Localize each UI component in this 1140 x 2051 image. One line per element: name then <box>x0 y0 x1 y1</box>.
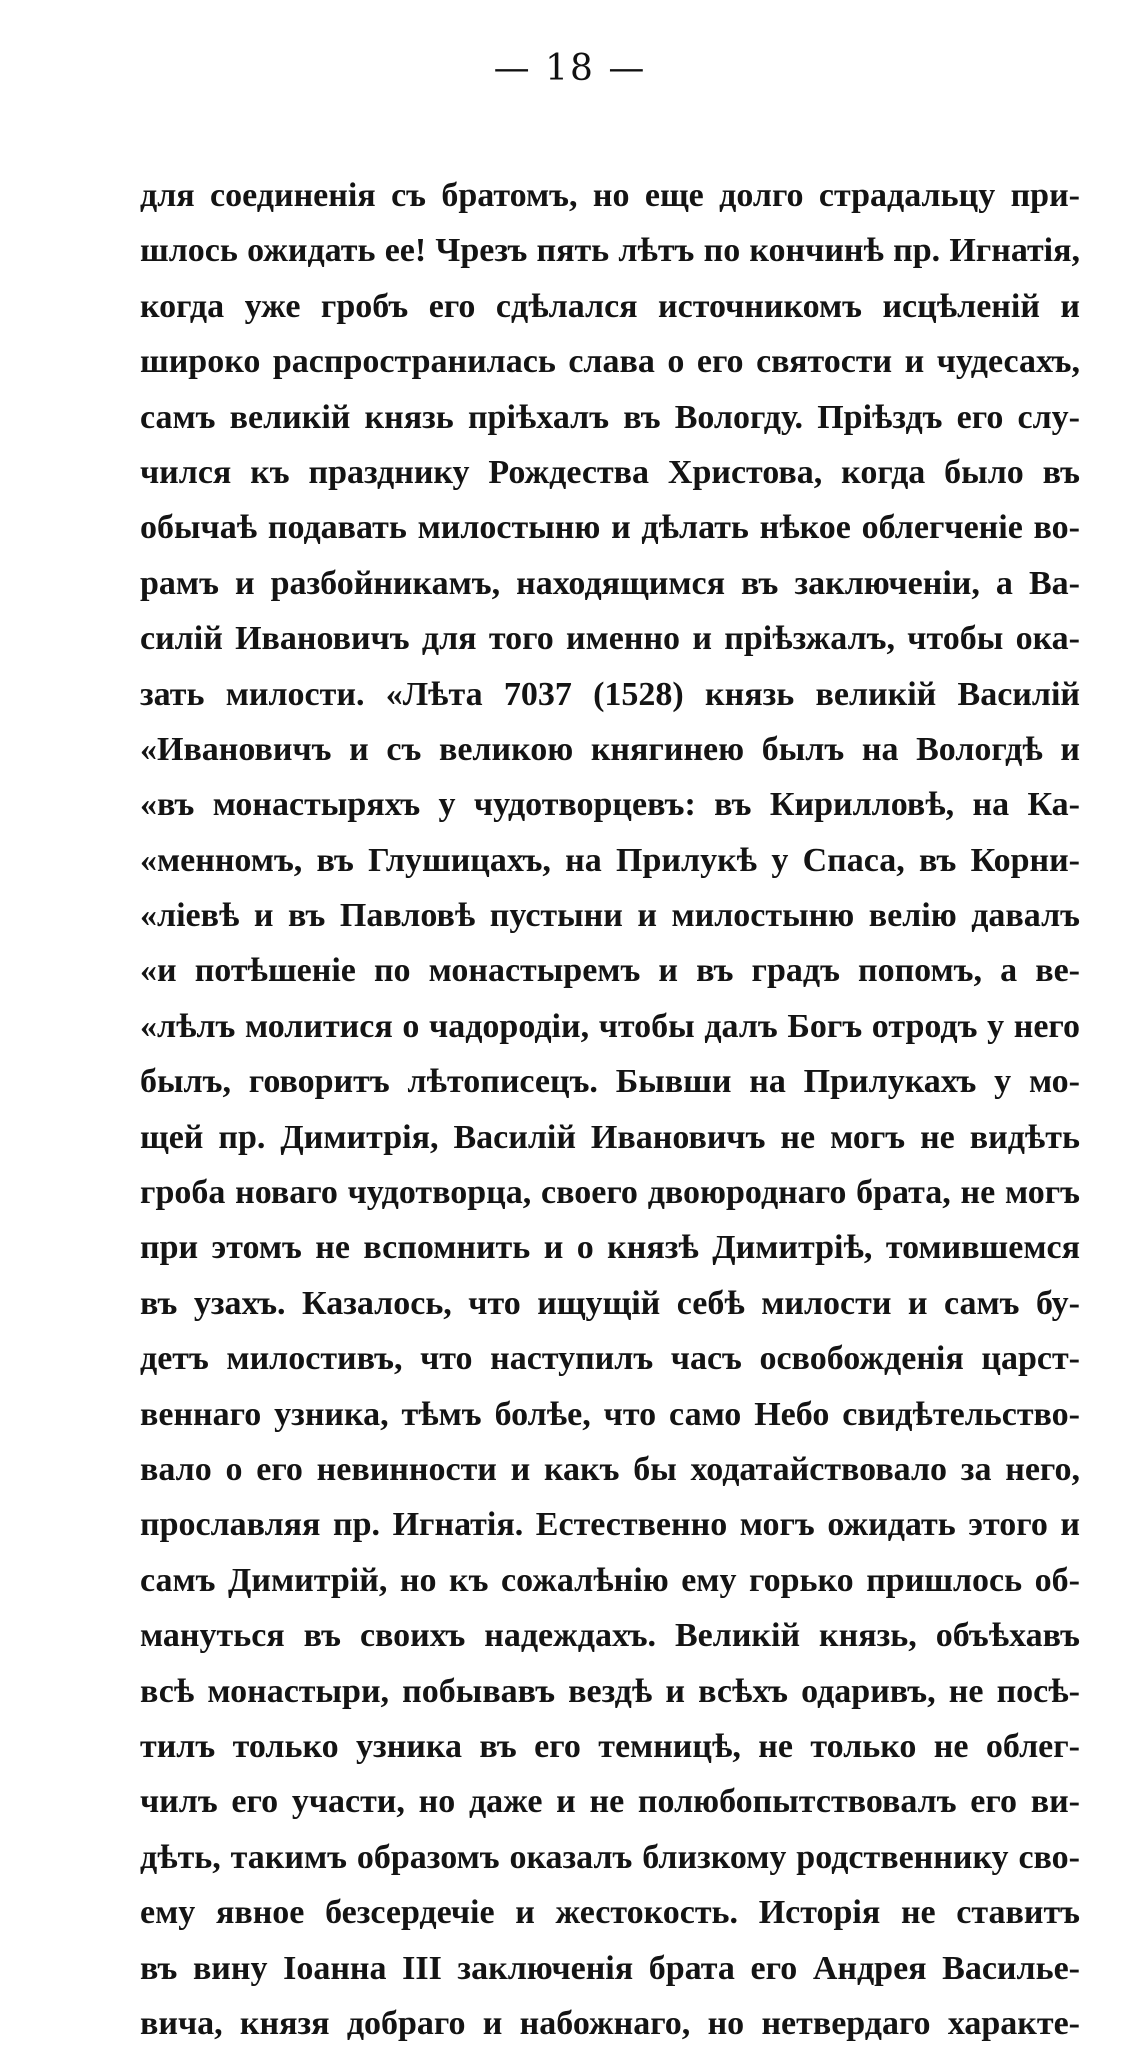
text-line: тилъ только узника въ его темницѣ, не только не облег- <box>140 1727 1080 1765</box>
text-line: былъ, говоритъ лѣтописецъ. Бывши на Прилукахъ у мо- <box>140 1063 1080 1101</box>
text-line: когда уже гробъ его сдѣлался источникомъ исцѣленій и <box>140 287 1080 325</box>
text-line: веннаго узника, тѣмъ болѣе, что само Небо свидѣтельство- <box>140 1395 1080 1433</box>
text-line: обычаѣ подавать милостыню и дѣлать нѣкое облегченіе во- <box>140 509 1080 547</box>
text-line: гроба новаго чудотворца, своего двоюроднаго брата, не могъ <box>140 1174 1080 1212</box>
text-line: ему явное безсердечіе и жестокость. Исторія не ставитъ <box>140 1894 1080 1932</box>
text-line: для соединенія съ братомъ, но еще долго страдальцу при- <box>140 177 1080 214</box>
text-line: самъ Димитрій, но къ сожалѣнію ему горько пришлось об- <box>140 1561 1080 1599</box>
text-line: шлось ожидать ее! Чрезъ пять лѣтъ по кончинѣ пр. Игнатія, <box>140 232 1080 270</box>
text-line: «менномъ, въ Глушицахъ, на Прилукѣ у Спаса, въ Корни- <box>140 841 1080 879</box>
body-text <box>140 168 1080 2051</box>
text-line: «и потѣшеніе по монастыремъ и въ градъ попомъ, а ве- <box>140 952 1080 990</box>
text-line: прославляя пр. Игнатія. Естественно могъ ожидать этого и <box>140 1506 1080 1544</box>
text-line: чилъ его участи, но даже и не полюбопытствовалъ его ви- <box>140 1783 1080 1821</box>
page-number: — 18 — <box>493 48 647 89</box>
text-line: въ вину Іоанна III заключенія брата его Андрея Василье- <box>140 1949 1080 1987</box>
text-line: рамъ и разбойникамъ, находящимся въ заключеніи, а Ва- <box>140 564 1080 602</box>
text-line: въ узахъ. Казалось, что ищущій себѣ милости и самъ бу- <box>140 1284 1080 1322</box>
text-line: «лѣлъ молитися о чадородіи, чтобы далъ Богъ отродъ у него <box>140 1007 1080 1045</box>
text-line: зать милости. «Лѣта 7037 (1528) князь великій Василій <box>140 675 1080 713</box>
text-line: широко распространилась слава о его святости и чудесахъ, <box>140 343 1080 381</box>
text-line: вича, князя добраго и набожнаго, но нетвердаго характе- <box>140 2004 1080 2042</box>
text-line: силій Ивановичъ для того именно и пріѣзжалъ, чтобы ока- <box>140 620 1080 658</box>
text-line: вало о его невинности и какъ бы ходатайствовало за него, <box>140 1450 1080 1488</box>
text-line: мануться въ своихъ надеждахъ. Великій князь, объѣхавъ <box>140 1617 1080 1655</box>
text-line: всѣ монастыри, побывавъ вездѣ и всѣхъ одаривъ, не посѣ- <box>140 1672 1080 1710</box>
text-line: самъ великій князь пріѣхалъ въ Вологду. Пріѣздъ его слу- <box>140 398 1080 436</box>
text-line: «въ монастыряхъ у чудотворцевъ: въ Кирилловѣ, на Ка- <box>140 786 1080 824</box>
text-line: «Ивановичъ и съ великою княгинею былъ на Вологдѣ и <box>140 730 1080 768</box>
text-line: «ліевѣ и въ Павловѣ пустыни и милостыню велію давалъ <box>140 897 1080 935</box>
text-line: щей пр. Димитрія, Василій Ивановичъ не могъ не видѣть <box>140 1118 1080 1156</box>
text-line: детъ милостивъ, что наступилъ часъ освобожденія царст- <box>140 1340 1080 1378</box>
text-line: чился къ празднику Рождества Христова, когда было въ <box>140 453 1080 491</box>
text-line: при этомъ не вспомнить и о князѣ Димитріѣ, томившемся <box>140 1229 1080 1267</box>
text-line: дѣть, такимъ образомъ оказалъ близкому родственнику сво- <box>140 1838 1080 1876</box>
